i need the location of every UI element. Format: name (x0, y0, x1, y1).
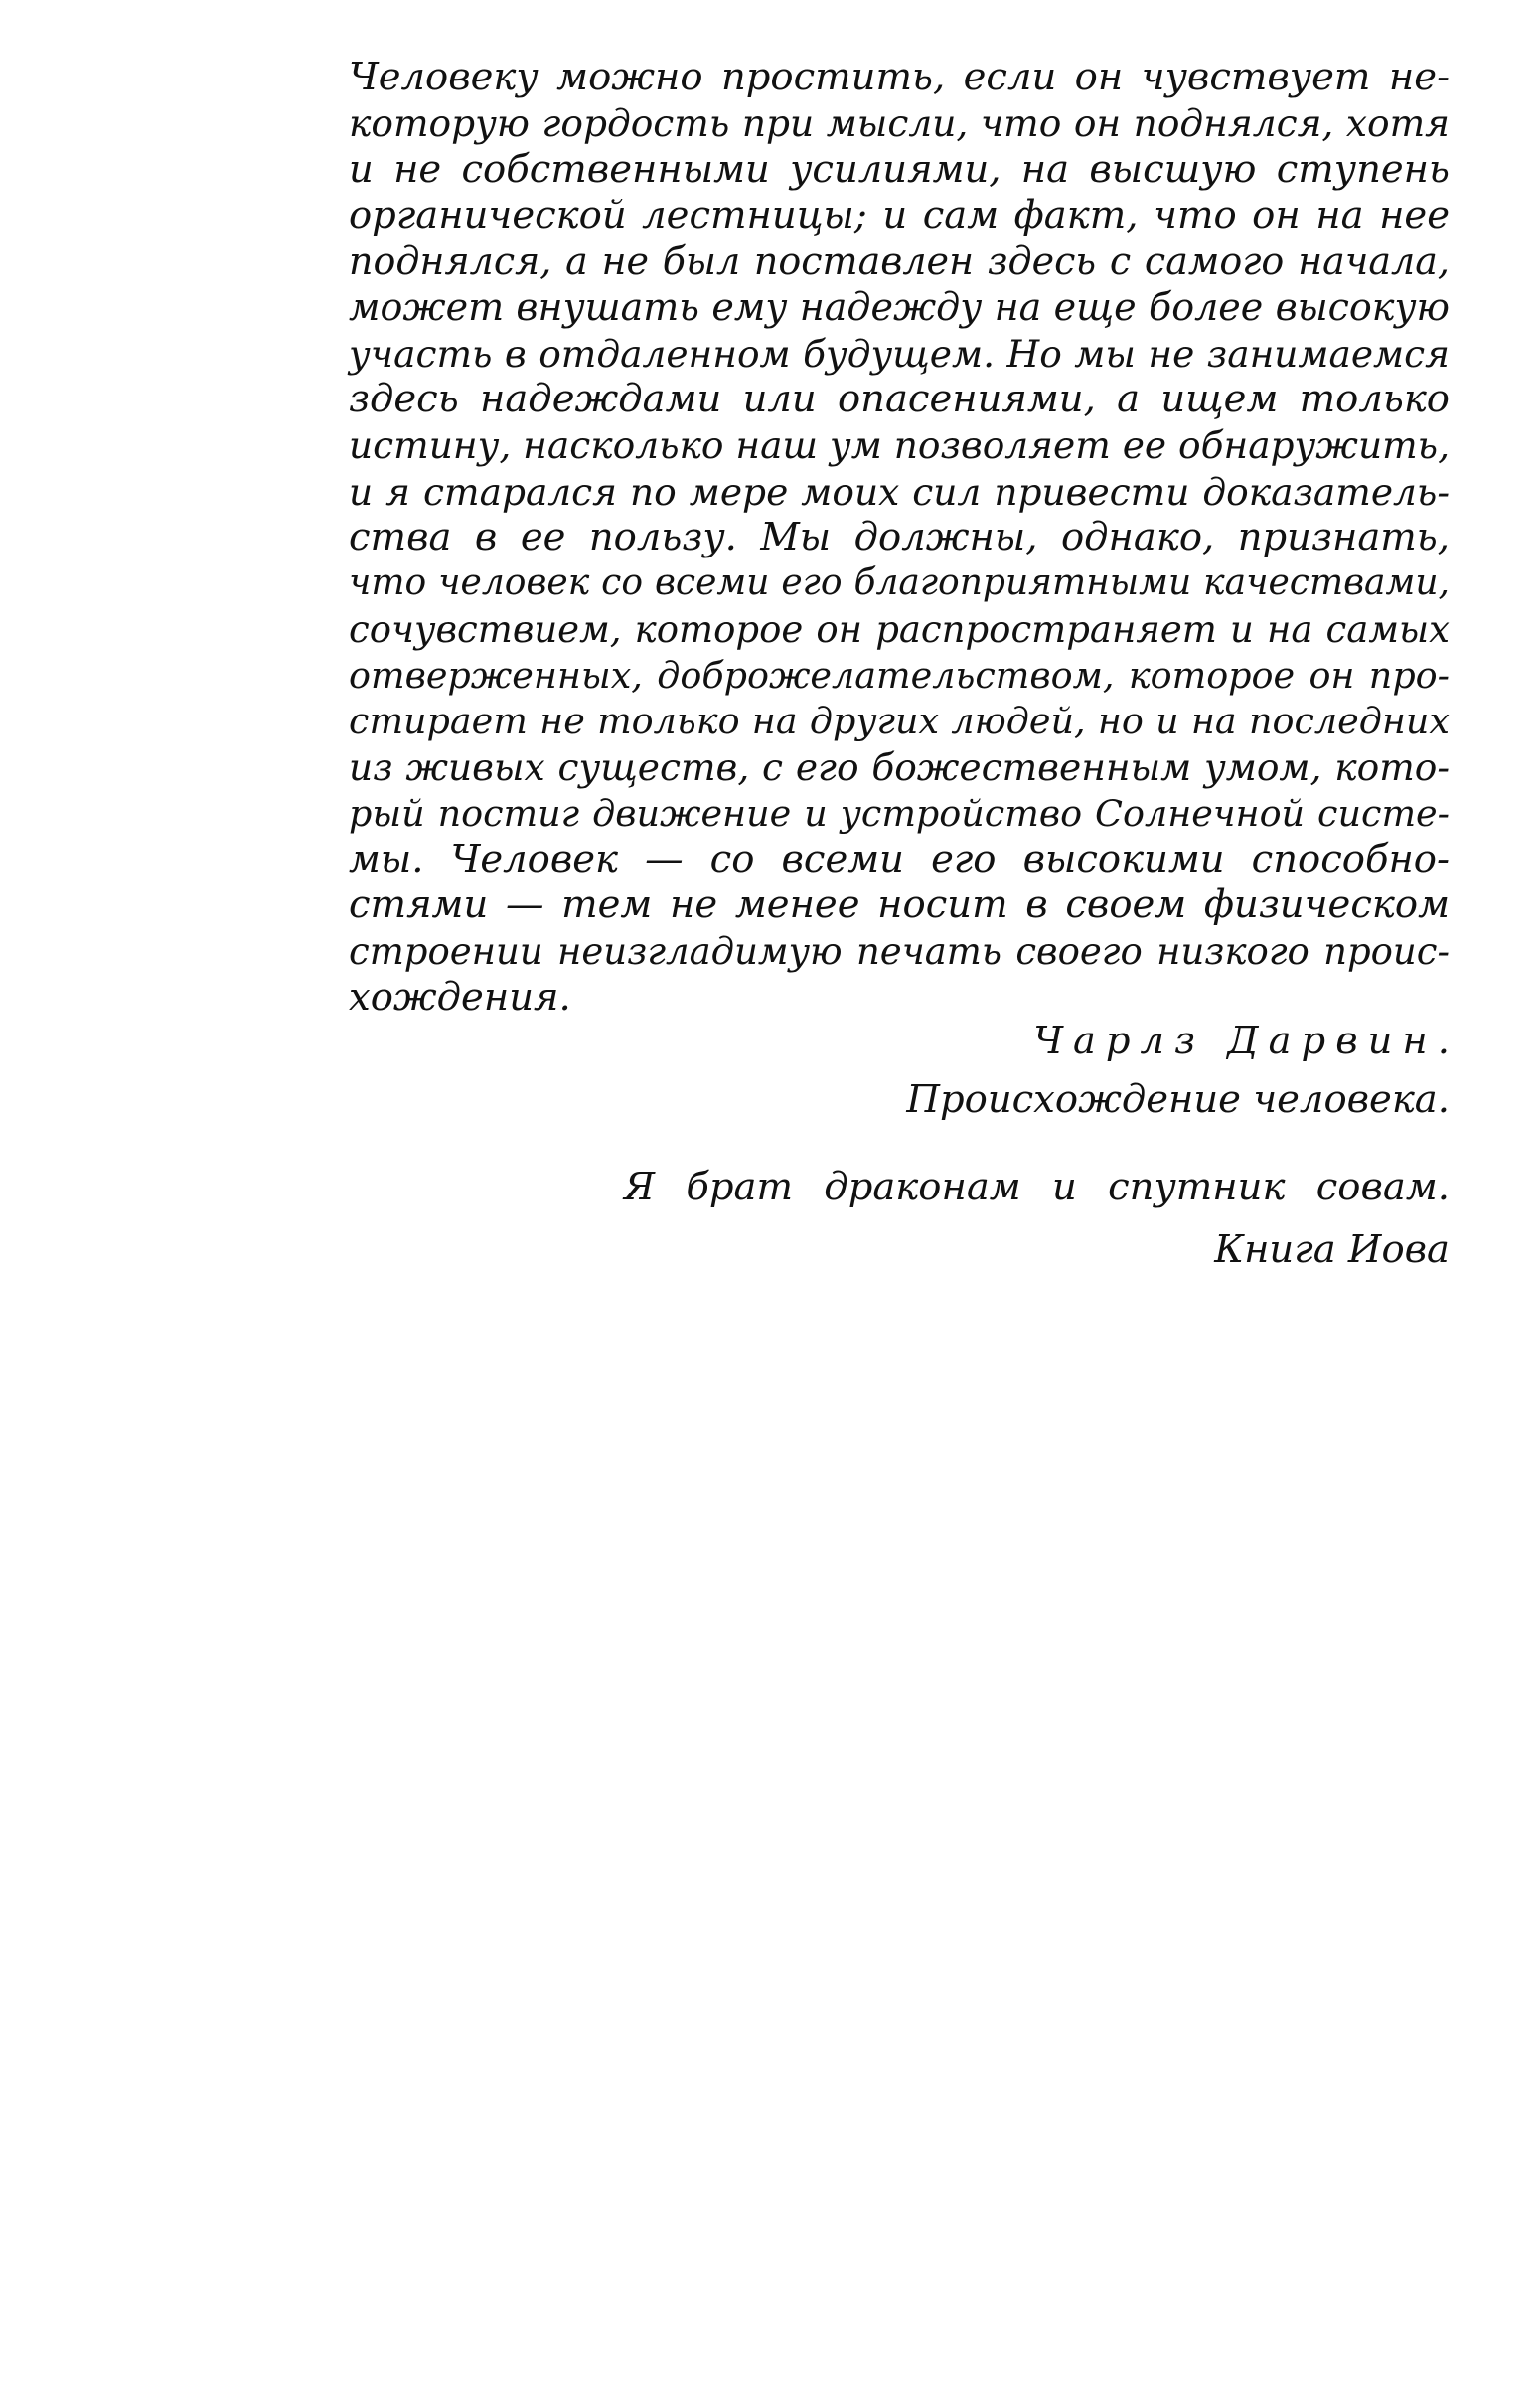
epigraph-line: здесь надеждами или опасениями, а ищем только (349, 377, 1450, 422)
epigraph-line: и не собственными усилиями, на высшую ступень (349, 146, 1450, 192)
job-source: Книга Иова (1214, 1227, 1450, 1272)
epigraph-line: истину, насколько наш ум позволяет ее обнаружить, (349, 423, 1450, 468)
epigraph-line: сочувствием, которое он распространяет и на самых (349, 607, 1450, 651)
epigraph-line: что человек со всеми его благоприятными качествами, (349, 562, 1450, 604)
epigraph-line: может внушать ему надежду на еще более высокую (349, 285, 1450, 330)
epigraph-line: поднялся, а не был поставлен здесь с самого начала, (349, 239, 1450, 284)
epigraph-line: которую гордость при мысли, что он поднялся, хотя (349, 101, 1450, 146)
epigraph-line: и я старался по мере моих сил привести доказатель- (349, 469, 1450, 514)
epigraph-line: рый постиг движение и устройство Солнечной систе- (349, 791, 1450, 835)
epigraph-line: стирает не только на других людей, но и на последних (349, 700, 1450, 743)
job-quote: Я брат драконам и спутник совам. (624, 1165, 1450, 1209)
epigraph-line: строении неизгладимую печать своего низкого проис- (349, 929, 1450, 973)
epigraph-line: отверженных, доброжелательством, которое он про- (349, 653, 1450, 697)
epigraph-line: Человеку можно простить, если он чувствует не- (349, 55, 1450, 99)
epigraph-author: Чарлз Дарвин. (1033, 1019, 1460, 1063)
epigraph-line: ства в ее пользу. Мы должны, однако, признать, (349, 514, 1450, 559)
epigraph-line: органической лестницы; и сам факт, что он на нее (349, 192, 1450, 238)
epigraph-line: мы. Человек — со всеми его высокими способно- (349, 837, 1450, 882)
epigraph-line: из живых существ, с его божественным умом, кото- (349, 745, 1450, 790)
epigraph-line: хождения. (349, 974, 571, 1020)
epigraph-line: участь в отдаленном будущем. Но мы не занимаемся (349, 331, 1450, 376)
epigraph-work-title: Происхождение человека. (906, 1077, 1450, 1122)
darwin-epigraph (349, 55, 1450, 1021)
epigraph-line: стями — тем не менее носит в своем физическом (349, 882, 1450, 928)
